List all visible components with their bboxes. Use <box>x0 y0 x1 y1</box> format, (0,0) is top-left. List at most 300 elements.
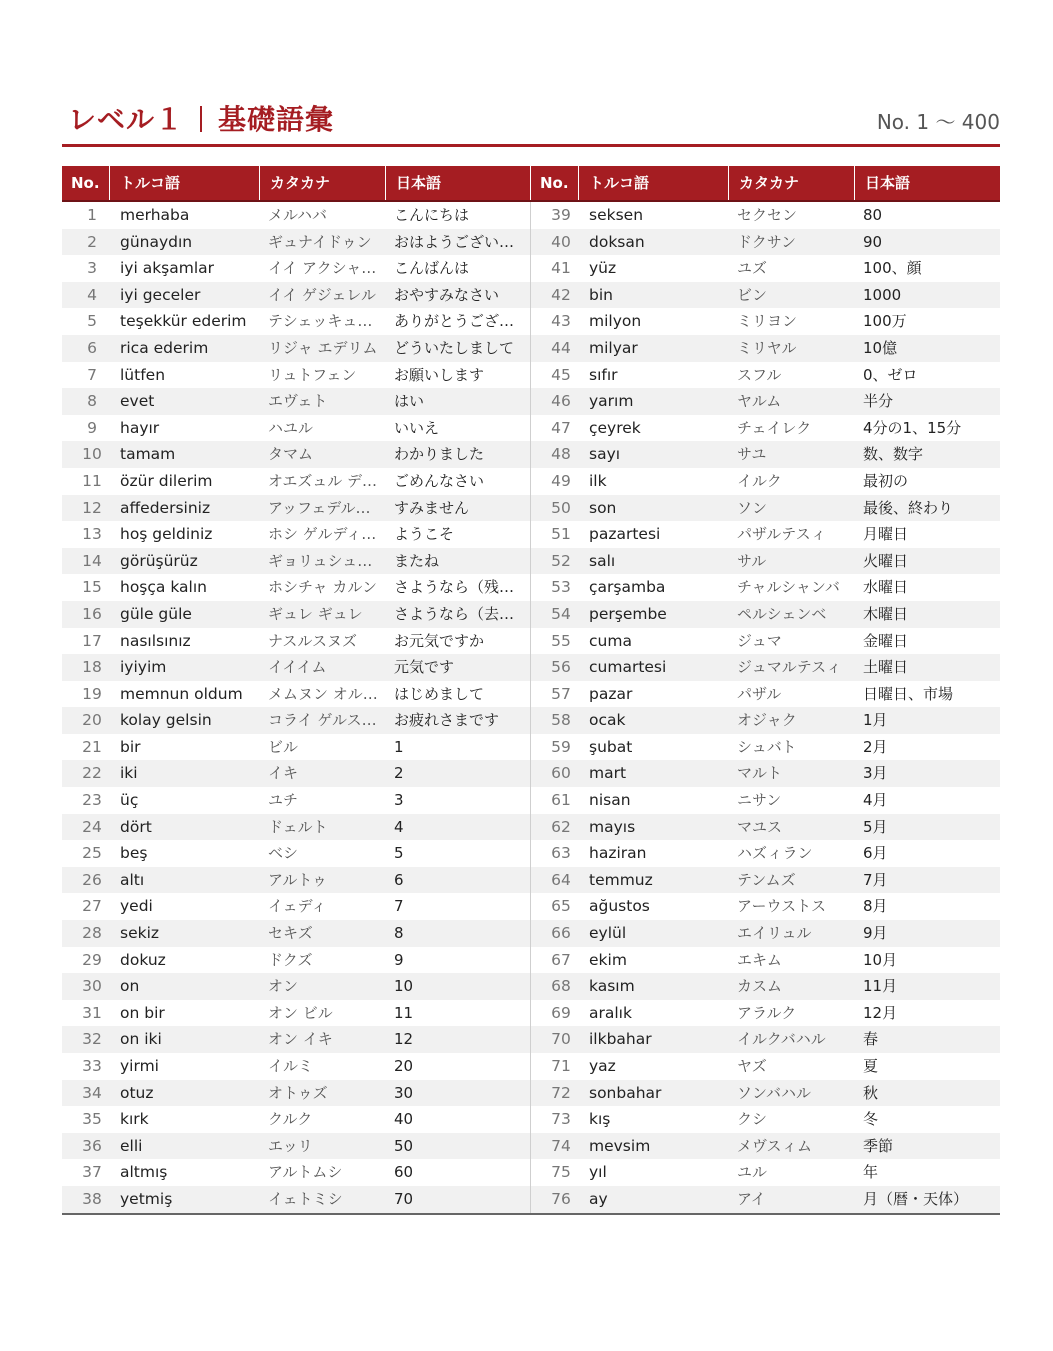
entry-number-text: 1 <box>87 206 97 224</box>
entry-number <box>531 362 579 389</box>
table-row <box>62 840 1000 867</box>
table-row <box>62 415 1000 442</box>
turkish-word: ay <box>589 1189 608 1208</box>
japanese-meaning: いいえ <box>386 415 531 442</box>
turkish-word: ilk <box>589 471 607 490</box>
entry-number-text: 47 <box>551 418 571 437</box>
turkish-word: mevsim <box>589 1136 651 1155</box>
katakana-reading: メヴスィム <box>737 1136 813 1155</box>
katakana-reading: セキズ <box>268 924 313 943</box>
entry-number-text: 38 <box>82 1189 102 1208</box>
entry-number <box>62 388 110 415</box>
katakana-reading: エッリ <box>268 1136 313 1155</box>
turkish-word: iyi akşamlar <box>120 259 215 278</box>
table-row <box>62 814 1000 841</box>
turkish-word: teşekkür ederim <box>120 312 247 331</box>
entry-number-text: 2 <box>87 232 97 251</box>
turkish-word: cuma <box>589 631 632 650</box>
katakana-reading: ナスルスヌズ <box>268 631 357 650</box>
table-row <box>62 920 1000 947</box>
entry-number-text: 60 <box>551 764 571 783</box>
katakana-reading: ヤルム <box>737 392 782 411</box>
japanese-meaning: 12月 <box>863 1003 898 1022</box>
entry-number <box>531 1106 579 1133</box>
table-row <box>62 202 1000 229</box>
entry-number <box>531 521 579 548</box>
entry-number <box>62 1186 110 1213</box>
japanese-meaning: お元気ですか <box>386 628 531 655</box>
turkish-word: güle güle <box>120 604 192 623</box>
japanese-meaning: はい <box>386 388 531 415</box>
turkish-word: nisan <box>589 791 631 810</box>
katakana-reading: オン <box>268 977 299 996</box>
table-row <box>62 521 1000 548</box>
japanese-meaning: 8 <box>386 920 531 947</box>
entry-number <box>531 388 579 415</box>
entry-number-text: 71 <box>551 1057 571 1075</box>
katakana-reading: イイ アクシャ… <box>268 259 377 278</box>
col-turkish-right: トルコ語 <box>579 166 729 200</box>
entry-number <box>62 920 110 947</box>
turkish-word: kasım <box>589 977 635 996</box>
turkish-word: şubat <box>589 737 633 756</box>
turkish-word: lütfen <box>120 365 166 384</box>
japanese-meaning: 0、ゼロ <box>863 365 918 384</box>
entry-number <box>62 973 110 1000</box>
japanese-meaning: 木曜日 <box>863 604 909 623</box>
entry-number-text: 63 <box>551 844 571 863</box>
turkish-word: sıfır <box>589 365 618 384</box>
japanese-meaning: 4月 <box>863 791 888 810</box>
katakana-reading: ソン <box>737 498 768 517</box>
japanese-meaning: こんばんは <box>386 255 531 282</box>
entry-number-text: 27 <box>82 897 102 916</box>
turkish-word: merhaba <box>120 206 190 224</box>
turkish-word: yedi <box>120 897 153 916</box>
japanese-meaning: 1 <box>386 734 531 761</box>
japanese-meaning: 10月 <box>863 950 898 969</box>
table-body <box>62 202 1000 1215</box>
entry-number <box>62 1133 110 1160</box>
entry-number <box>531 787 579 814</box>
turkish-word: mayıs <box>589 817 636 836</box>
table-row <box>62 1000 1000 1027</box>
japanese-meaning: 金曜日 <box>863 631 909 650</box>
japanese-meaning: 7 <box>386 893 531 920</box>
katakana-reading: チェイレク <box>737 418 812 437</box>
entry-number-text: 30 <box>82 977 102 996</box>
japanese-meaning: どういたしまして <box>386 335 531 362</box>
katakana-reading: メルハバ <box>268 206 327 224</box>
japanese-meaning: 9 <box>386 947 531 974</box>
turkish-word: altı <box>120 870 145 889</box>
table-row <box>62 1026 1000 1053</box>
entry-number <box>531 308 579 335</box>
entry-number-text: 4 <box>87 285 97 304</box>
turkish-word: yirmi <box>120 1057 159 1075</box>
entry-number-text: 67 <box>551 950 571 969</box>
japanese-meaning: 夏 <box>863 1057 879 1075</box>
entry-number <box>62 734 110 761</box>
entry-number <box>531 814 579 841</box>
japanese-meaning: お願いします <box>386 362 531 389</box>
table-row <box>62 734 1000 761</box>
entry-number <box>62 1080 110 1107</box>
entry-number <box>62 1106 110 1133</box>
katakana-reading: オン ビル <box>268 1003 333 1022</box>
katakana-reading: イルクバハル <box>737 1030 826 1049</box>
japanese-meaning: 9月 <box>863 924 888 943</box>
katakana-reading: アルトゥ <box>268 870 328 889</box>
turkish-word: özür dilerim <box>120 471 213 490</box>
entry-number-text: 19 <box>82 684 102 703</box>
katakana-reading: サル <box>737 551 767 570</box>
table-row <box>62 973 1000 1000</box>
entry-number <box>62 441 110 468</box>
turkish-word: ocak <box>589 711 626 730</box>
turkish-word: on <box>120 977 140 996</box>
col-no-left: No. <box>62 166 110 200</box>
entry-number-text: 43 <box>551 312 571 331</box>
katakana-reading: マルト <box>737 764 783 783</box>
header-rule <box>62 144 1000 147</box>
katakana-reading: ジュマルテスィ <box>737 658 842 677</box>
turkish-word: elli <box>120 1136 143 1155</box>
katakana-reading: パザル <box>737 684 782 703</box>
entry-number <box>531 734 579 761</box>
entry-number-text: 61 <box>551 791 571 810</box>
turkish-word: bir <box>120 737 141 756</box>
japanese-meaning: 月（暦・天体） <box>863 1189 969 1208</box>
entry-number <box>531 574 579 601</box>
entry-number-text: 15 <box>82 578 102 597</box>
table-row <box>62 681 1000 708</box>
turkish-word: kırk <box>120 1110 149 1129</box>
entry-number-text: 7 <box>87 365 97 384</box>
katakana-reading: ユル <box>737 1163 768 1182</box>
japanese-meaning: 5 <box>386 840 531 867</box>
entry-number <box>62 1053 110 1080</box>
entry-number <box>531 1133 579 1160</box>
japanese-meaning: 数、数字 <box>863 445 924 464</box>
entry-number <box>531 920 579 947</box>
turkish-word: on bir <box>120 1003 165 1022</box>
katakana-reading: ギュナイドゥン <box>268 232 372 251</box>
entry-number <box>531 229 579 256</box>
turkish-word: yıl <box>589 1163 607 1182</box>
table-row <box>62 548 1000 575</box>
table-row <box>62 1053 1000 1080</box>
turkish-word: hoşça kalın <box>120 578 207 597</box>
turkish-word: dokuz <box>120 950 166 969</box>
turkish-word: doksan <box>589 232 645 251</box>
entry-number <box>62 574 110 601</box>
entry-number-text: 57 <box>551 684 571 703</box>
japanese-meaning: 3 <box>386 787 531 814</box>
entry-number <box>531 202 579 229</box>
range-label: No. 1 〜 400 <box>876 110 1000 134</box>
entry-number <box>62 282 110 309</box>
entry-number-text: 68 <box>551 977 571 996</box>
turkish-word: yetmiş <box>120 1189 173 1208</box>
entry-number-text: 9 <box>87 418 97 437</box>
entry-number-text: 59 <box>551 737 571 756</box>
katakana-reading: オン イキ <box>268 1030 333 1049</box>
turkish-word: beş <box>120 844 148 863</box>
entry-number <box>531 840 579 867</box>
japanese-meaning: 4分の1、15分 <box>863 418 962 437</box>
katakana-reading: ヤズ <box>737 1057 767 1075</box>
turkish-word: salı <box>589 551 616 570</box>
katakana-reading: ドクズ <box>268 950 313 969</box>
turkish-word: evet <box>120 392 155 411</box>
entry-number <box>531 441 579 468</box>
entry-number-text: 13 <box>82 525 102 544</box>
table-row <box>62 1080 1000 1107</box>
table-row <box>62 787 1000 814</box>
turkish-word: memnun oldum <box>120 684 243 703</box>
turkish-word: seksen <box>589 206 644 224</box>
japanese-meaning: 11 <box>386 1000 531 1027</box>
entry-number-text: 41 <box>551 259 571 278</box>
japanese-meaning: はじめまして <box>386 681 531 708</box>
entry-number <box>62 893 110 920</box>
turkish-word: haziran <box>589 844 647 863</box>
turkish-word: affedersiniz <box>120 498 211 517</box>
katakana-reading: リュトフェン <box>268 365 357 384</box>
japanese-meaning: 50 <box>386 1133 531 1160</box>
entry-number-text: 51 <box>551 525 571 544</box>
katakana-reading: イェディ <box>268 897 327 916</box>
entry-number-text: 10 <box>82 445 102 464</box>
japanese-meaning: 元気です <box>386 654 531 681</box>
japanese-meaning: 1月 <box>863 711 888 730</box>
turkish-word: dört <box>120 817 152 836</box>
turkish-word: iyi geceler <box>120 285 201 304</box>
entry-number <box>62 308 110 335</box>
turkish-word: sayı <box>589 445 621 464</box>
topic-label: 基礎語彙 <box>218 103 335 136</box>
japanese-meaning: おはようござい… <box>386 229 531 256</box>
turkish-word: on iki <box>120 1030 162 1049</box>
japanese-meaning: 7月 <box>863 870 888 889</box>
japanese-meaning: すみません <box>386 495 531 522</box>
turkish-word: çarşamba <box>589 578 666 597</box>
entry-number-text: 39 <box>551 206 571 224</box>
entry-number-text: 14 <box>82 551 102 570</box>
turkish-word: milyon <box>589 312 642 331</box>
turkish-word: görüşürüz <box>120 551 198 570</box>
katakana-reading: ギュレ ギュレ <box>268 604 363 623</box>
entry-number-text: 49 <box>551 471 571 490</box>
katakana-reading: アラルク <box>737 1003 797 1022</box>
japanese-meaning: またね <box>386 548 531 575</box>
entry-number-text: 40 <box>551 232 571 251</box>
table-row <box>62 255 1000 282</box>
japanese-meaning: 水曜日 <box>863 578 909 597</box>
entry-number-text: 23 <box>82 791 102 810</box>
katakana-reading: クルク <box>268 1110 313 1129</box>
japanese-meaning: さようなら（残… <box>386 574 531 601</box>
japanese-meaning: 冬 <box>863 1110 879 1129</box>
turkish-word: rica ederim <box>120 338 209 357</box>
turkish-word: hayır <box>120 418 160 437</box>
japanese-meaning: 10億 <box>863 338 898 357</box>
turkish-word: temmuz <box>589 870 653 889</box>
table-row <box>62 1159 1000 1186</box>
entry-number <box>62 415 110 442</box>
entry-number-text: 22 <box>82 764 102 783</box>
entry-number <box>531 628 579 655</box>
table-row <box>62 388 1000 415</box>
japanese-meaning: ごめんなさい <box>386 468 531 495</box>
entry-number-text: 73 <box>551 1110 571 1129</box>
table-row <box>62 468 1000 495</box>
katakana-reading: エヴェト <box>268 392 328 411</box>
katakana-reading: ベシ <box>268 844 299 863</box>
col-japanese-left: 日本語 <box>386 166 531 200</box>
entry-number <box>62 681 110 708</box>
turkish-word: mart <box>589 764 627 783</box>
katakana-reading: イイイム <box>268 658 327 677</box>
entry-number-text: 31 <box>82 1003 102 1022</box>
katakana-reading: オジャク <box>737 711 797 730</box>
entry-number <box>531 1053 579 1080</box>
turkish-word: aralık <box>589 1003 632 1022</box>
japanese-meaning: 最後、終わり <box>863 498 954 517</box>
entry-number <box>531 415 579 442</box>
turkish-word: yaz <box>589 1057 616 1075</box>
entry-number <box>531 707 579 734</box>
entry-number <box>531 335 579 362</box>
table-row <box>62 947 1000 974</box>
turkish-word: bin <box>589 285 613 304</box>
japanese-meaning: 5月 <box>863 817 888 836</box>
entry-number-text: 55 <box>551 631 571 650</box>
table-row <box>62 441 1000 468</box>
entry-number <box>531 1080 579 1107</box>
table-row <box>62 335 1000 362</box>
turkish-word: yüz <box>589 259 617 278</box>
entry-number-text: 34 <box>82 1083 102 1102</box>
entry-number <box>531 468 579 495</box>
katakana-reading: テンムズ <box>737 870 796 889</box>
entry-number-text: 56 <box>551 658 571 677</box>
katakana-reading: リジャ エデリム <box>268 338 378 357</box>
katakana-reading: ユチ <box>268 791 299 810</box>
entry-number <box>62 255 110 282</box>
title-divider <box>200 106 202 132</box>
entry-number-text: 76 <box>551 1189 571 1208</box>
katakana-reading: ペルシェンベ <box>737 604 827 623</box>
katakana-reading: クシ <box>737 1110 768 1129</box>
japanese-meaning: 11月 <box>863 977 898 996</box>
japanese-meaning: 6 <box>386 867 531 894</box>
katakana-reading: ジュマ <box>737 631 782 650</box>
katakana-reading: エキム <box>737 950 782 969</box>
katakana-reading: テシェッキュ… <box>268 312 373 331</box>
katakana-reading: マユス <box>737 817 783 836</box>
entry-number <box>531 1159 579 1186</box>
katakana-reading: ユズ <box>737 259 768 278</box>
katakana-reading: タマム <box>268 445 314 464</box>
japanese-meaning: 2 <box>386 760 531 787</box>
japanese-meaning: 10 <box>386 973 531 1000</box>
katakana-reading: シュバト <box>737 737 797 756</box>
turkish-word: tamam <box>120 445 176 464</box>
katakana-reading: ソンバハル <box>737 1083 811 1102</box>
entry-number <box>531 760 579 787</box>
entry-number <box>62 760 110 787</box>
entry-number <box>531 601 579 628</box>
entry-number-text: 18 <box>82 658 102 677</box>
japanese-meaning: 月曜日 <box>863 525 909 544</box>
turkish-word: cumartesi <box>589 658 667 677</box>
katakana-reading: メムヌン オル… <box>268 684 378 703</box>
entry-number-text: 44 <box>551 338 571 357</box>
entry-number-text: 12 <box>82 498 102 517</box>
entry-number <box>531 867 579 894</box>
turkish-word: yarım <box>589 392 634 411</box>
katakana-reading: ハユル <box>268 418 314 437</box>
entry-number <box>62 601 110 628</box>
entry-number-text: 46 <box>551 392 571 411</box>
katakana-reading: イェトミシ <box>268 1189 343 1208</box>
japanese-meaning: 100、顔 <box>863 259 922 278</box>
entry-number <box>531 1000 579 1027</box>
entry-number <box>62 654 110 681</box>
entry-number-text: 53 <box>551 578 571 597</box>
japanese-meaning: 6月 <box>863 844 888 863</box>
table-row <box>62 495 1000 522</box>
entry-number <box>531 548 579 575</box>
japanese-meaning: 8月 <box>863 897 888 916</box>
entry-number-text: 50 <box>551 498 571 517</box>
table-row <box>62 1186 1000 1213</box>
japanese-meaning: 年 <box>863 1163 879 1182</box>
japanese-meaning: 40 <box>386 1106 531 1133</box>
turkish-word: üç <box>120 791 139 810</box>
katakana-reading: コライ ゲルス… <box>268 711 377 730</box>
entry-number-text: 28 <box>82 924 102 943</box>
table-row <box>62 362 1000 389</box>
entry-number <box>62 787 110 814</box>
col-turkish-left: トルコ語 <box>110 166 260 200</box>
entry-number-text: 24 <box>82 817 102 836</box>
entry-number-text: 54 <box>551 604 571 623</box>
entry-number-text: 42 <box>551 285 571 304</box>
table-row <box>62 1106 1000 1133</box>
katakana-reading: ミリヨン <box>737 312 798 331</box>
katakana-reading: エイリュル <box>737 924 812 943</box>
entry-number-text: 69 <box>551 1003 571 1022</box>
entry-number-text: 58 <box>551 711 571 730</box>
katakana-reading: アルトムシ <box>268 1163 343 1182</box>
turkish-word: kış <box>589 1110 611 1129</box>
entry-number-text: 74 <box>551 1136 571 1155</box>
japanese-meaning: 4 <box>386 814 531 841</box>
entry-number-text: 70 <box>551 1030 571 1049</box>
katakana-reading: ミリヤル <box>737 338 797 357</box>
table-row <box>62 760 1000 787</box>
turkish-word: milyar <box>589 338 638 357</box>
japanese-meaning: 日曜日、市場 <box>863 684 954 703</box>
japanese-meaning: こんにちは <box>386 202 531 229</box>
japanese-meaning: 80 <box>863 206 883 224</box>
entry-number <box>531 495 579 522</box>
japanese-meaning: 90 <box>863 232 883 251</box>
katakana-reading: イルク <box>737 471 782 490</box>
